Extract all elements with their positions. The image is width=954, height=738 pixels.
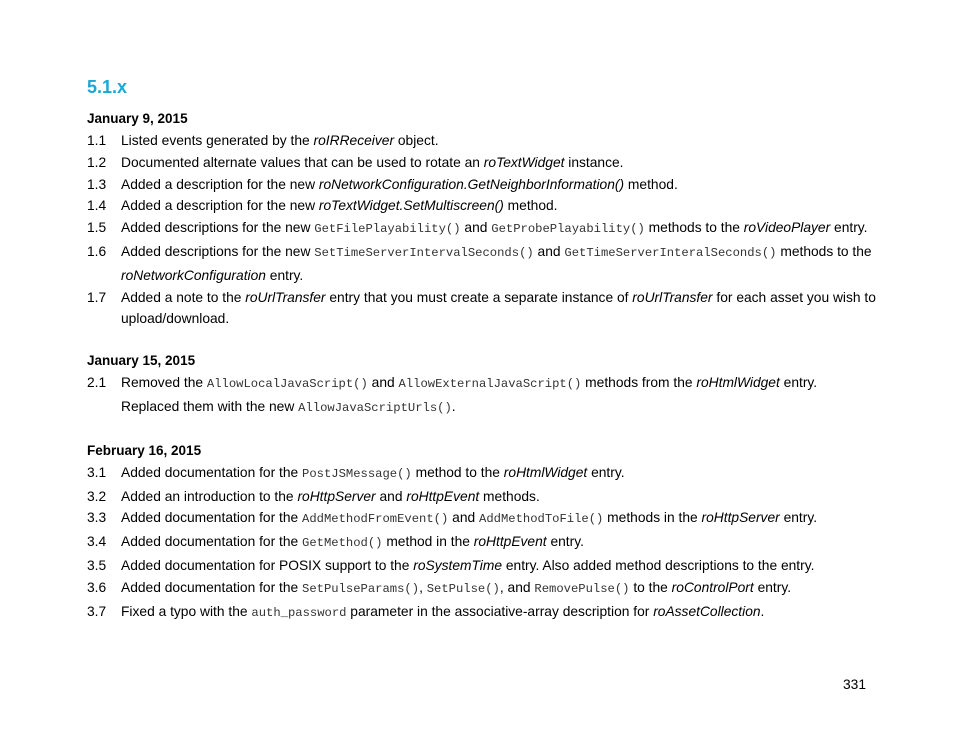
section-date: January 15, 2015: [87, 353, 196, 369]
object-name: roUrlTransfer: [632, 289, 713, 305]
item-number: 3.4: [87, 534, 107, 550]
text-run: Added a note to the: [121, 289, 246, 305]
text-run: Added documentation for the: [121, 464, 303, 480]
list-item: [87, 195, 877, 217]
item-text: [121, 601, 877, 625]
document-page: [87, 74, 877, 624]
item-text: [121, 507, 877, 531]
code-term: PostJSMessage(): [302, 466, 412, 481]
text-run: entry.: [265, 267, 304, 283]
item-number: 3.6: [87, 579, 107, 595]
list-item: [87, 241, 877, 287]
text-run: parameter in the associative-array description for: [346, 603, 654, 619]
list-item: [87, 577, 877, 601]
code-term: auth_password: [251, 605, 347, 620]
code-term: GetProbePlayability(): [491, 222, 645, 237]
text-run: for each asset you wish to upload/download.: [121, 289, 876, 327]
text-run: entry.: [753, 579, 792, 595]
text-run: .: [760, 603, 765, 619]
item-text: [121, 241, 877, 287]
list-item: [87, 555, 877, 577]
text-run: Fixed a typo with the: [121, 603, 252, 619]
item-text: [121, 130, 877, 152]
item-number: 3.7: [87, 603, 107, 619]
list-item: [87, 152, 877, 174]
code-term: AddMethodToFile(): [479, 512, 604, 527]
text-run: and: [367, 375, 399, 391]
item-number: 1.6: [87, 243, 107, 259]
list-item: [87, 217, 877, 241]
list-item: [87, 462, 877, 486]
text-run: Added an introduction to the: [121, 488, 298, 504]
text-run: methods to the: [776, 243, 872, 259]
text-run: Removed the: [121, 375, 207, 391]
section-date: February 16, 2015: [87, 442, 202, 458]
object-name: roNetworkConfiguration.GetNeighborInformation(): [318, 176, 625, 192]
list-item: [87, 372, 877, 420]
object-name: roHttpServer: [297, 488, 376, 504]
object-name: roHtmlWidget: [696, 375, 780, 391]
text-run: Added a description for the new: [121, 198, 319, 214]
item-number: 1.4: [87, 198, 107, 214]
code-term: AllowExternalJavaScript(): [398, 377, 582, 392]
item-text: [121, 577, 877, 601]
object-name: roNetworkConfiguration: [121, 267, 266, 283]
text-run: entry.: [779, 510, 818, 526]
text-run: method to the: [411, 464, 504, 480]
code-term: SetPulse(): [426, 581, 500, 596]
code-term: AllowJavaScriptUrls(): [298, 400, 452, 415]
text-run: to the: [629, 579, 672, 595]
item-number: 3.3: [87, 510, 107, 526]
text-run: entry.: [587, 464, 625, 480]
item-text: [121, 152, 877, 174]
object-name: roHttpEvent: [406, 488, 480, 504]
item-number: 1.7: [87, 289, 107, 305]
section-heading: 5.1.x: [87, 77, 128, 97]
object-name: roHtmlWidget: [503, 464, 588, 480]
section-date: January 9, 2015: [87, 111, 188, 126]
item-number: 3.2: [87, 488, 107, 504]
text-run: and: [533, 243, 565, 259]
code-term: GetTimeServerInteralSeconds(): [564, 245, 777, 260]
text-run: methods in the: [603, 510, 702, 526]
text-run: Added descriptions for the new: [121, 220, 315, 236]
text-run: entry.: [830, 220, 868, 236]
object-name: roAssetCollection: [653, 603, 761, 619]
text-run: method.: [503, 198, 558, 214]
text-run: , and: [499, 579, 535, 595]
text-run: entry. Also added method descriptions to the entry.: [502, 557, 815, 573]
list-item: [87, 130, 877, 152]
text-run: Added documentation for POSIX support to the: [121, 557, 414, 573]
list-item: [87, 531, 877, 555]
text-run: methods.: [479, 488, 540, 504]
item-number: 1.1: [87, 133, 107, 148]
changelog-list: [87, 130, 877, 330]
code-term: GetFilePlayability(): [314, 222, 461, 237]
changelog-section-2: [87, 351, 877, 420]
item-number: 3.5: [87, 557, 107, 573]
object-name: roSystemTime: [413, 557, 503, 573]
text-run: ,: [419, 579, 427, 595]
text-run: and: [375, 488, 407, 504]
text-run: entry. Replaced them with the new: [121, 375, 818, 414]
item-text: [121, 287, 877, 331]
object-name: roIRReceiver: [313, 133, 395, 148]
code-term: RemovePulse(): [534, 581, 630, 596]
list-item: [87, 601, 877, 625]
changelog-section-1: [87, 109, 877, 330]
object-name: roHttpServer: [701, 510, 780, 526]
list-item: [87, 486, 877, 508]
item-text: [121, 174, 877, 196]
object-name: roTextWidget.SetMultiscreen(): [318, 198, 504, 214]
item-text: [121, 195, 877, 217]
text-run: methods from the: [581, 375, 697, 391]
text-run: and: [448, 510, 479, 526]
list-item: [87, 174, 877, 196]
item-number: 2.1: [87, 375, 107, 391]
text-run: entry that you must create a separate instance of: [325, 289, 633, 305]
text-run: entry.: [546, 534, 584, 550]
text-run: Listed events generated by the: [121, 133, 314, 148]
object-name: roVideoPlayer: [743, 220, 831, 236]
object-name: roUrlTransfer: [245, 289, 326, 305]
item-number: 1.5: [87, 220, 107, 236]
object-name: roControlPort: [671, 579, 754, 595]
text-run: method in the: [382, 534, 474, 550]
code-term: GetMethod(): [302, 536, 383, 551]
text-run: Added documentation for the: [121, 579, 303, 595]
item-text: [121, 531, 877, 555]
item-text: [121, 462, 877, 486]
code-term: AllowLocalJavaScript(): [206, 377, 368, 392]
changelog-section-3: [87, 441, 877, 625]
text-run: Added documentation for the: [121, 534, 303, 550]
text-run: and: [460, 220, 492, 236]
object-name: roHttpEvent: [473, 534, 547, 550]
list-item: [87, 507, 877, 531]
text-run: instance.: [564, 154, 624, 170]
item-text: [121, 372, 877, 420]
page-number: 331: [843, 677, 867, 692]
code-term: SetPulseParams(): [302, 581, 420, 596]
text-run: methods to the: [644, 220, 744, 236]
text-run: .: [451, 398, 456, 414]
text-run: Added descriptions for the new: [121, 243, 315, 259]
item-number: 1.2: [87, 154, 107, 170]
code-term: SetTimeServerIntervalSeconds(): [314, 245, 534, 260]
item-text: [121, 555, 877, 577]
text-run: object.: [394, 133, 439, 148]
item-number: 3.1: [87, 464, 107, 480]
text-run: Documented alternate values that can be used to rotate an: [121, 154, 484, 170]
changelog-list: [87, 372, 877, 420]
object-name: roTextWidget: [483, 154, 565, 170]
list-item: [87, 287, 877, 331]
text-run: method.: [624, 176, 678, 192]
item-number: 1.3: [87, 176, 107, 192]
item-text: [121, 217, 877, 241]
item-text: [121, 486, 877, 508]
changelog-list: [87, 462, 877, 625]
text-run: Added a description for the new: [121, 176, 319, 192]
text-run: Added documentation for the: [121, 510, 303, 526]
code-term: AddMethodFromEvent(): [302, 512, 449, 527]
